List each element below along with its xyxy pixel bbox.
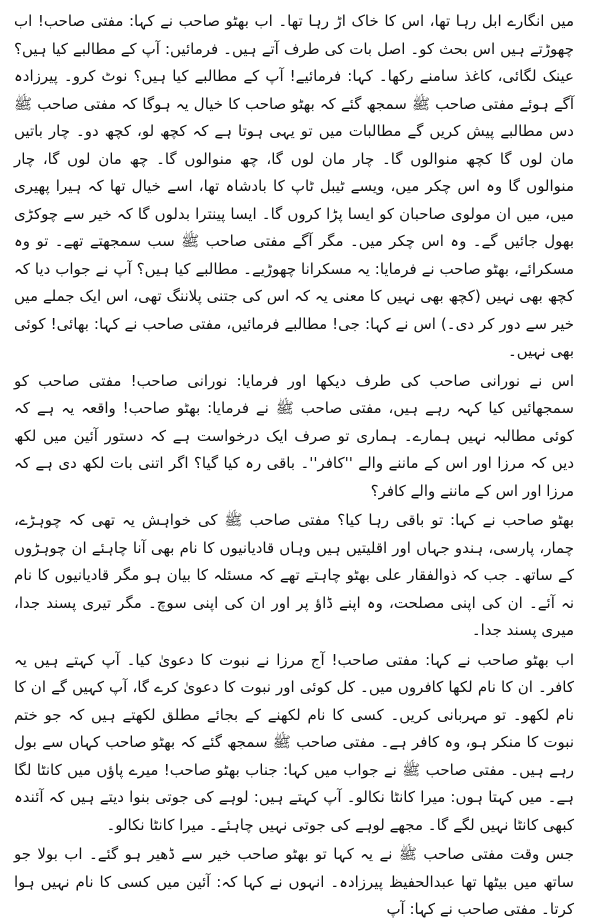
paragraph-3: بھٹو صاحب نے کہا: تو باقی رہا کیا؟ مفتی صاحب ﷺ کی خواہش یہ تھی کہ چوہڑے، چمار، پارسی، ہندو جہاں اور اقلیتیں ہیں وہاں قادیانیوں کا نام بھی آنا چاہئے ان چوہڑوں کے ساتھ۔ جب کہ ذوالفقار علی بھٹو چاہتے تھے کہ مسئلہ کا بیان ہو مگر قادیانیوں کا نام نہ آئے۔ ان کی اپنی مصلحت، وہ اپنے ڈاؤ پر اور ان کی اپنی سوچ۔ مگر تیری پسند جدا، میری پسند جدا۔ [14,511,574,639]
paragraph-4: اب بھٹو صاحب نے کہا: مفتی صاحب! آج مرزا نے نبوت کا دعویٰ کیا۔ آپ کہتے ہیں یہ کافر۔ ان کا نام لکھا کافروں میں۔ کل کوئی اور نبوت کا دعویٰ کرے گا، آپ کہیں گے ان کا نام لکھو۔ تو مہربانی کریں۔ کسی کا نام لکھنے کے بجائے مطلق لکھتے ہیں کہ جو ختم نبوت کا منکر ہو، وہ کافر ہے۔ مفتی صاحب ﷺ سمجھ گئے کہ بھٹو صاحب کہاں سے بول رہے ہیں۔ مفتی صاحب ﷺ نے جواب میں کہا: جناب بھٹو صاحب! میرے پاؤں میں کانٹا لگا ہے۔ میں کہتا ہوں: میرا کانٹا نکالو۔ آپ کہتے ہیں: لوہے کی جوتی بنوا دیتے ہیں کہ آئندہ کبھی کانٹا نہیں لگے گا۔ مجھے لوہے کی جوتی نہیں چاہئے۔ میرا کانٹا نکالو۔ [14,650,574,834]
paragraph-2: اس نے نورانی صاحب کی طرف دیکھا اور فرمایا: نورانی صاحب! مفتی صاحب کو سمجھائیں کیا کہہ رہے ہیں، مفتی صاحب ﷺ نے فرمایا: بھٹو صاحب! واقعہ یہ ہے کہ کوئی مطالبہ نہیں ہمارے۔ ہماری تو صرف ایک درخواست ہے کہ دستور آئین میں لکھ دیں کہ مرزا اور اس کے ماننے والے ''کافر''۔ باقی رہ کیا گیا؟ اگر اتنی بات لکھ دی ہے کہ مرزا اور اس کے ماننے والے کافر؟ [14,371,574,500]
paragraph-5: جس وقت مفتی صاحب ﷺ نے یہ کہا تو بھٹو صاحب خیر سے ڈھیر ہو گئے۔ اب بولا جو ساتھ میں بیٹھا تھا عبدالحفیظ پیرزادہ۔ انہوں نے کہا کہ: آئین میں کسی کا نام نہیں ہوا کرتا۔ مفتی صاحب نے کہا: آپ [14,845,574,918]
document-page [14,8,574,918]
paragraph-1: میں انگارے ابل رہا تھا، اس کا خاک اڑ رہا تھا۔ اب بھٹو صاحب نے کہا: مفتی صاحب! اب چھوڑتے ہیں اس بحث کو۔ اصل بات کی طرف آتے ہیں۔ فرمائیں: آپ کے مطالبے کیا ہیں؟ عینک لگائی، کاغذ سامنے رکھا۔ کہا: فرمائیے! آپ کے مطالبے کیا ہیں؟ نوٹ کرو۔ پیرزادہ آگے ہوئے مفتی صاحب ﷺ سمجھ گئے کہ بھٹو صاحب کا خیال یہ ہوگا کہ مفتی صاحب ﷺ دس مطالبے پیش کریں گے مطالبات میں تو یہی ہوتا ہے کہ کچھ لو، کچھ دو۔ چار باتیں مان لوں گا کچھ منوالوں گا۔ چار مان لوں گا، چھ منوالوں گا۔ چھ مان لوں گا، چار منوالوں گا وہ اس چکر میں، ویسے ٹیبل ٹاپ کا بادشاہ تھا، اسے خیال تھا کہ ہیرا پھیری میں، میں ان مولوی صاحبان کو ایسا پڑا کروں گا۔ ایسا پینترا بدلوں گا کہ خیر سے چوکڑی بھول جائیں گے۔ وہ اس چکر میں۔ مگر آگے مفتی صاحب ﷺ سب سمجھتے تھے۔ تو وہ مسکرائے، بھٹو صاحب نے فرمایا: یہ مسکرانا چھوڑیے۔ مطالبے کیا ہیں؟ آپ نے جواب دیا کہ کچھ بھی نہیں (کچھ بھی نہیں کا معنی یہ کہ اس کی جتنی پلاننگ تھی، اس ایک جملے میں خیر سے دور کر دی۔) اس نے کہا: جی! مطالبے فرمائیں، مفتی صاحب نے کہا: بھائی! کوئی بھی نہیں۔ [14,12,574,360]
